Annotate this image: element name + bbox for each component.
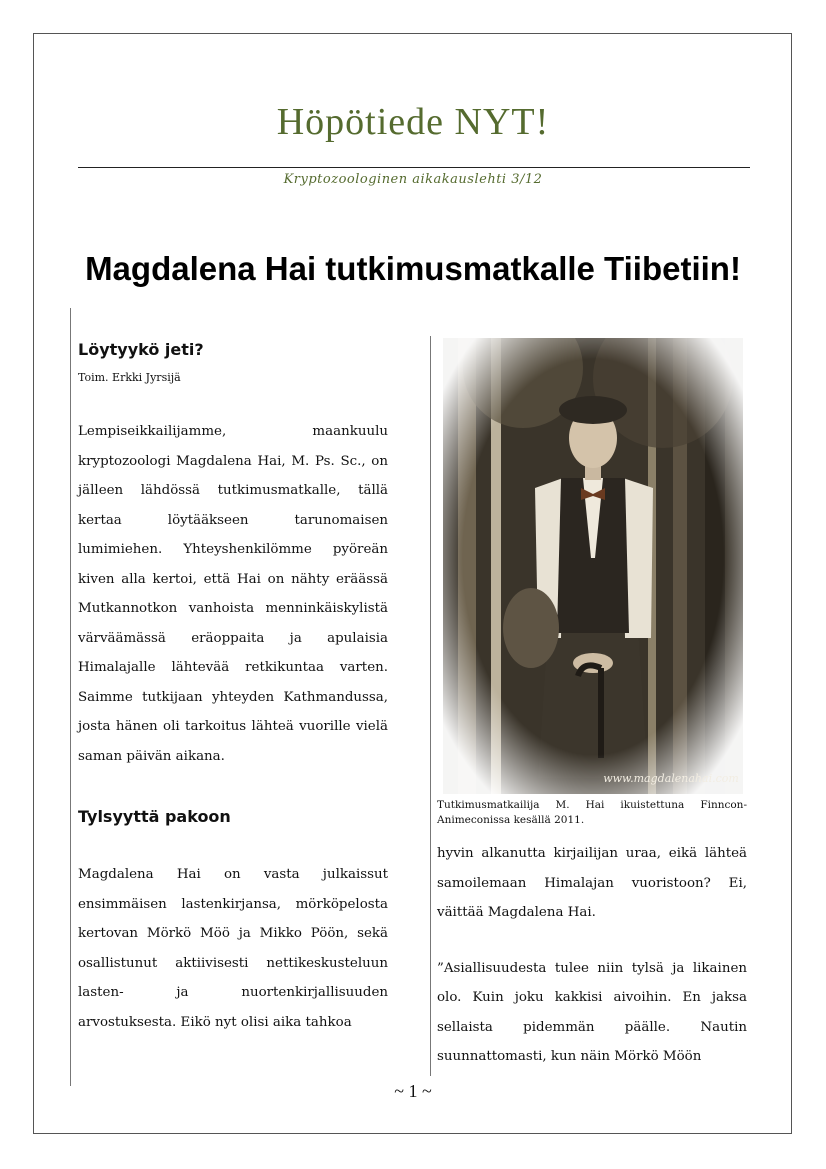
masthead-subtitle: Kryptozoologinen aikakauslehti 3/12 [283,172,543,187]
paragraph-1: Lempiseikkailijamme, maankuulu kryptozoologi Magdalena Hai, M. Ps. Sc., on jälleen lähdössä tutkimusmatkalle, tällä kertaa löytääkseen tarunomaisen lumimiehen. Yhteyshenkilömme pyöreän kiven alla kertoi, että Hai on nähty eräässä Mutkannotkon vanhoista menninkäiskylistä värväämässä eräoppaita ja apulaisia Himalajalle lähtevää retkikuntaa varten. Saimme tutkijaan yhteyden Kathmandussa, josta hänen oli tarkoitus lähteä vuorille vielä saman päivän aikana. [78,424,388,764]
photo-caption: Tutkimusmatkailija M. Hai ikuistettuna Finncon-Animeconissa kesällä 2011. [437,799,747,826]
section-heading-2: Tylsyyttä pakoon [78,807,231,826]
masthead-rule [78,167,750,168]
left-column [78,340,388,1037]
paragraph-2: Magdalena Hai on vasta julkaissut ensimmäisen lastenkirjansa, mörköpelosta kertovan Mörkö Möö ja Mikko Pöön, sekä osallistunut aktiivisesti nettikeskusteluun lasten- ja nuortenkirjallisuuden arvostuksesta. Eikö nyt olisi aika tahkoa [78,867,388,1030]
right-column [437,839,747,1072]
paragraph-3: hyvin alkanutta kirjailijan uraa, eikä lähteä samoilemaan Himalajan vuoristoon? Ei, väittää Magdalena Hai. [437,846,747,920]
right-column-rule [430,336,431,1076]
page-number: ~ 1 ~ [394,1081,432,1101]
section-heading-1: Löytyykö jeti? [78,340,204,359]
paragraph-4: ”Asiallisuudesta tulee niin tylsä ja likainen olo. Kuin joku kakkisi aivoihin. En jaksa sellaista pidemmän päälle. Nautin suunnattomasti, kun näin Mörkö Möön [437,960,747,1064]
byline: Toim. Erkki Jyrsijä [78,371,181,384]
masthead-title: Höpötiede NYT! [276,101,550,143]
photo-watermark: www.magdalenahai.com [603,772,739,785]
article-headline: Magdalena Hai tutkimusmatkalle Tiibetiin! [85,250,741,287]
author-photo [443,338,743,794]
left-column-rule [70,308,71,1086]
